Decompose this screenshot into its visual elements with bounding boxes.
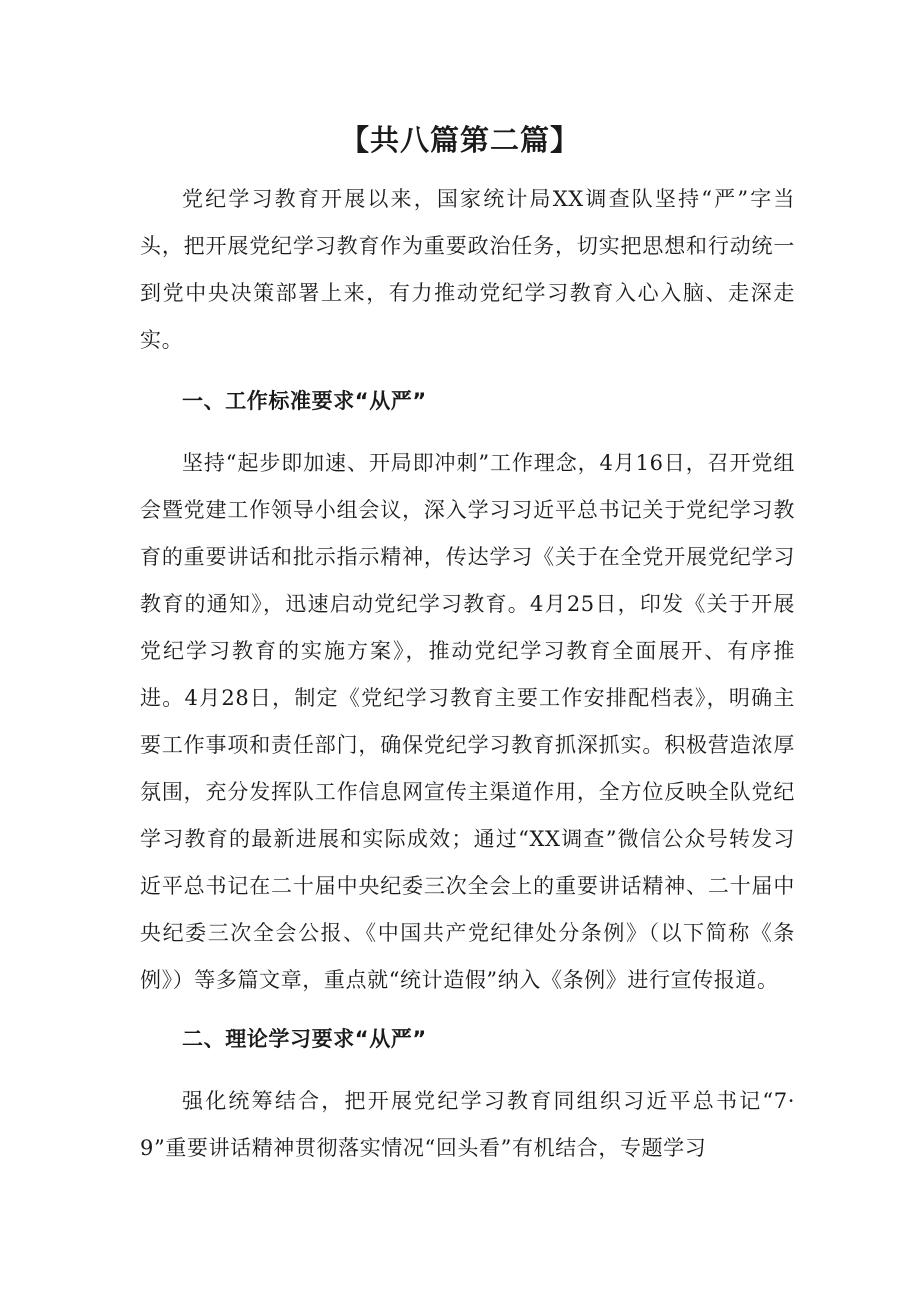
document-title: 【共八篇第二篇】 bbox=[339, 123, 580, 157]
intro-paragraph: 党纪学习教育开展以来，国家统计局XX调查队坚持“严”字当头，把开展党纪学习教育作为重要政治任务，切实把思想和行动统一到党中央决策部署上来，有力推动党纪学习教育入心入脑、走深走实。 bbox=[140, 187, 795, 352]
section-2-paragraph: 强化统筹结合，把开展党纪学习教育同组织习近平总书记“7·9”重要讲话精神贯彻落实情况“回头看”有机结合，专题学习 bbox=[140, 1089, 795, 1160]
section-1-paragraph: 坚持“起步即加速、开局即冲刺”工作理念，4月16日，召开党组会暨党建工作领导小组会议，深入学习习近平总书记关于党纪学习教育的重要讲话和批示指示精神，传达学习《关于在全党开展党纪学习教育的通知》，迅速启动党纪学习教育。4月25日，印发《关于开展党纪学习教育的实施方案》，推动党纪学习教育全面展开、有序推进。4月28日，制定《党纪学习教育主要工作安排配档表》，明确主要工作事项和责任部门，确保党纪学习教育抓深抓实。积极营造浓厚氛围，充分发挥队工作信息网宣传主渠道作用，全方位反映全队党纪学习教育的最新进展和实际成效；通过“XX调查”微信公众号转发习近平总书记在二十届中央纪委三次全会上的重要讲话精神、二十届中央纪委三次全会公报、《中国共产党纪律处分条例》（以下简称《条例》）等多篇文章，重点就“统计造假”纳入《条例》进行宣传报道。 bbox=[140, 451, 795, 992]
document-body bbox=[140, 176, 795, 1172]
section-1-heading: 一、工作标准要求“从严” bbox=[182, 389, 427, 413]
section-2-heading: 二、理论学习要求“从严” bbox=[182, 1027, 427, 1051]
